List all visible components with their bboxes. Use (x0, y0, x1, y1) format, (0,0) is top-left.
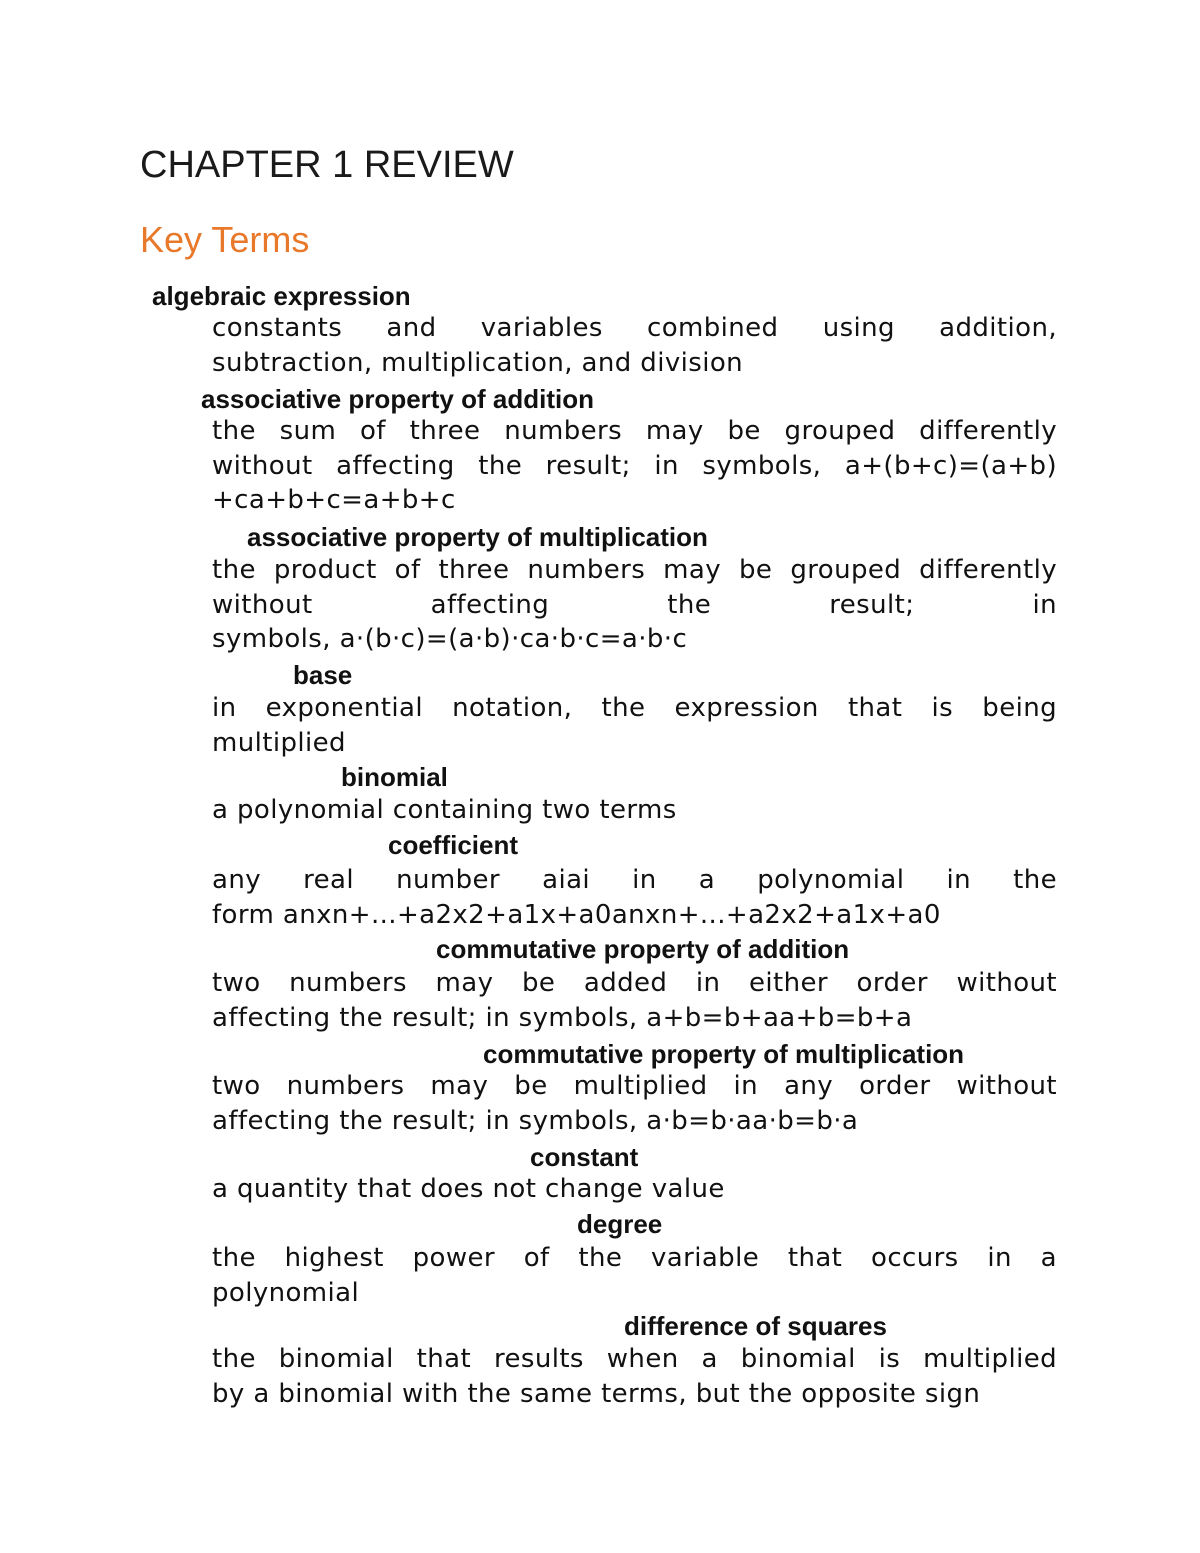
definition-line: the binomial that results when a binomial is multiplied (212, 1344, 1057, 1374)
term-degree: degree (577, 1209, 663, 1239)
definition-binomial (212, 793, 1057, 828)
definition-line: constants and variables combined using addition, (212, 313, 1057, 343)
term-associative-property-of-multiplication: associative property of multiplication (247, 522, 708, 552)
definition-line: without affecting the result; in (212, 589, 1057, 620)
definition-coefficient (212, 863, 1057, 932)
term-constant: constant (530, 1142, 639, 1172)
definition-commutative-property-of-multiplication (212, 1069, 1057, 1138)
definition-algebraic-expression (212, 311, 1057, 380)
term-algebraic-expression: algebraic expression (152, 281, 411, 311)
definition-line: the product of three numbers may be grouped differently (212, 555, 1057, 585)
definition-line: +ca+b+c=a+b+c (212, 485, 456, 515)
term-coefficient: coefficient (388, 830, 519, 860)
definition-line: the highest power of the variable that occurs in a (212, 1243, 1057, 1273)
definition-constant (212, 1172, 1057, 1207)
definition-base (212, 691, 1057, 760)
definition-degree (212, 1241, 1057, 1310)
definition-line: two numbers may be multiplied in any order without (212, 1071, 1057, 1101)
definition-line: form anxn+...+a2x2+a1x+a0anxn+...+a2x2+a1x+a0 (212, 899, 941, 930)
definition-line: a quantity that does not change value (212, 1174, 725, 1204)
definition-line: two numbers may be added in either order without (212, 968, 1057, 998)
definition-line: subtraction, multiplication, and division (212, 347, 744, 378)
term-associative-property-of-addition: associative property of addition (201, 384, 594, 414)
definition-associative-property-of-multiplication (212, 553, 1057, 657)
definition-line: polynomial (212, 1277, 360, 1308)
definition-line: by a binomial with the same terms, but the opposite sign (212, 1378, 981, 1409)
definition-line: affecting the result; in symbols, a·b=b·aa·b=b·a (212, 1105, 859, 1136)
definition-line: in exponential notation, the expression that is being (212, 693, 1057, 723)
definition-line: the sum of three numbers may be grouped differently (212, 416, 1057, 446)
term-difference-of-squares: difference of squares (624, 1311, 887, 1341)
definition-difference-of-squares (212, 1342, 1057, 1411)
section-heading-key-terms: Key Terms (140, 219, 310, 260)
definition-line: multiplied (212, 727, 346, 758)
term-base: base (293, 660, 353, 690)
chapter-title: CHAPTER 1 REVIEW (140, 144, 514, 186)
term-binomial: binomial (341, 762, 448, 792)
definition-line: any real number aiai in a polynomial in the (212, 865, 1057, 895)
definition-line: affecting the result; in symbols, a+b=b+aa+b=b+a (212, 1002, 913, 1033)
definition-line: symbols, a·(b·c)=(a·b)·ca·b·c=a·b·c (212, 624, 688, 654)
term-commutative-property-of-addition: commutative property of addition (436, 934, 850, 964)
definition-associative-property-of-addition (212, 414, 1057, 518)
definition-line: without affecting the result; in symbols, a+(b+c)=(a+b) (212, 450, 1057, 481)
definition-commutative-property-of-addition (212, 966, 1057, 1035)
definition-line: a polynomial containing two terms (212, 795, 677, 825)
term-commutative-property-of-multiplication: commutative property of multiplication (483, 1039, 965, 1069)
